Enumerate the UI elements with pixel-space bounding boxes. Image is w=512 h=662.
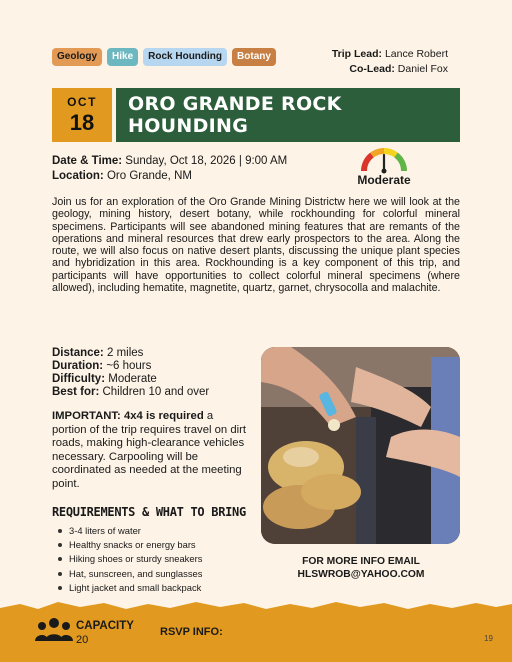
list-item: Light jacket and small backpack: [56, 581, 202, 595]
co-lead-label: Co-Lead:: [349, 63, 395, 75]
trip-lead-name: Lance Robert: [384, 48, 448, 60]
tag-botany: Botany: [232, 48, 276, 66]
tag-rock-hounding: Rock Hounding: [143, 48, 227, 66]
event-description: Join us for an exploration of the Oro Grande Mining Districtw here we will look at the geology, mining history, desert botany, while rockhounding for colorful mineral specimens. Participants will see abandoned mining features that are remants of the operations and mineral resources that drew early prospectors to the area. Along the route, we will also focus on native desert plants, discussing the unique plant species and hybridization in this area. Rockhounding is a key component of this trip, and participants will have opportunities to collect colorful mineral specimens (where allowed), including hematite, magnetite, quartz, garnet, chrysocolla and malachite.: [52, 196, 460, 295]
tag-geology: Geology: [52, 48, 102, 66]
difficulty-gauge: [344, 146, 424, 192]
list-item: Hiking shoes or sturdy sneakers: [56, 552, 202, 566]
event-meta: [52, 154, 287, 184]
datetime-value: Sunday, Oct 18, 2026 | 9:00 AM: [125, 155, 288, 167]
gauge-icon: [359, 146, 409, 174]
capacity-label: CAPACITY: [76, 620, 134, 632]
date-badge: [52, 88, 112, 142]
location-label: Location:: [52, 170, 104, 182]
list-item: Healthy snacks or energy bars: [56, 538, 202, 552]
more-info-email[interactable]: HLSWROB@YAHOO.COM: [297, 569, 425, 580]
fact-best-for: Best for: Children 10 and over: [52, 386, 210, 398]
rsvp-label: RSVP INFO:: [160, 626, 223, 638]
tag-list: [52, 48, 276, 66]
trip-lead-label: Trip Lead:: [331, 48, 383, 60]
date-day: 18: [69, 110, 95, 135]
important-highlight: 4x4 is required: [123, 410, 204, 422]
more-info: [270, 555, 452, 581]
requirements-list: [56, 524, 202, 595]
important-text: a portion of the trip requires travel on dirt roads, making high-clearance vehicles necessary. Carpooling will be coordinated as needed at the meeting point.: [52, 410, 247, 490]
event-title: ORO GRANDE ROCK HOUNDING: [116, 88, 460, 142]
requirements-title: REQUIREMENTS & WHAT TO BRING: [52, 505, 246, 519]
location-value: Oro Grande, NM: [106, 170, 192, 182]
trip-leads: [332, 47, 448, 77]
co-lead-name: Daniel Fox: [397, 63, 448, 75]
rock-specimen-photo: [261, 347, 460, 544]
more-info-label: FOR MORE INFO EMAIL: [302, 556, 420, 567]
page-number: 19: [484, 634, 493, 643]
fact-difficulty: Difficulty: Moderate: [52, 373, 157, 385]
date-month: OCT: [67, 95, 97, 109]
datetime-label: Date & Time:: [52, 155, 123, 167]
group-people-icon: [35, 617, 73, 643]
fact-duration: Duration: ~6 hours: [52, 360, 152, 372]
important-notice: [52, 410, 250, 491]
capacity-value: 20: [76, 634, 89, 646]
list-item: Hat, sunscreen, and sunglasses: [56, 567, 202, 581]
important-label: IMPORTANT:: [52, 410, 121, 422]
trip-facts: [52, 347, 209, 399]
list-item: 3-4 liters of water: [56, 524, 202, 538]
fact-distance: Distance: 2 miles: [52, 347, 144, 359]
tag-hike: Hike: [107, 48, 138, 66]
difficulty-label: Moderate: [357, 173, 411, 187]
